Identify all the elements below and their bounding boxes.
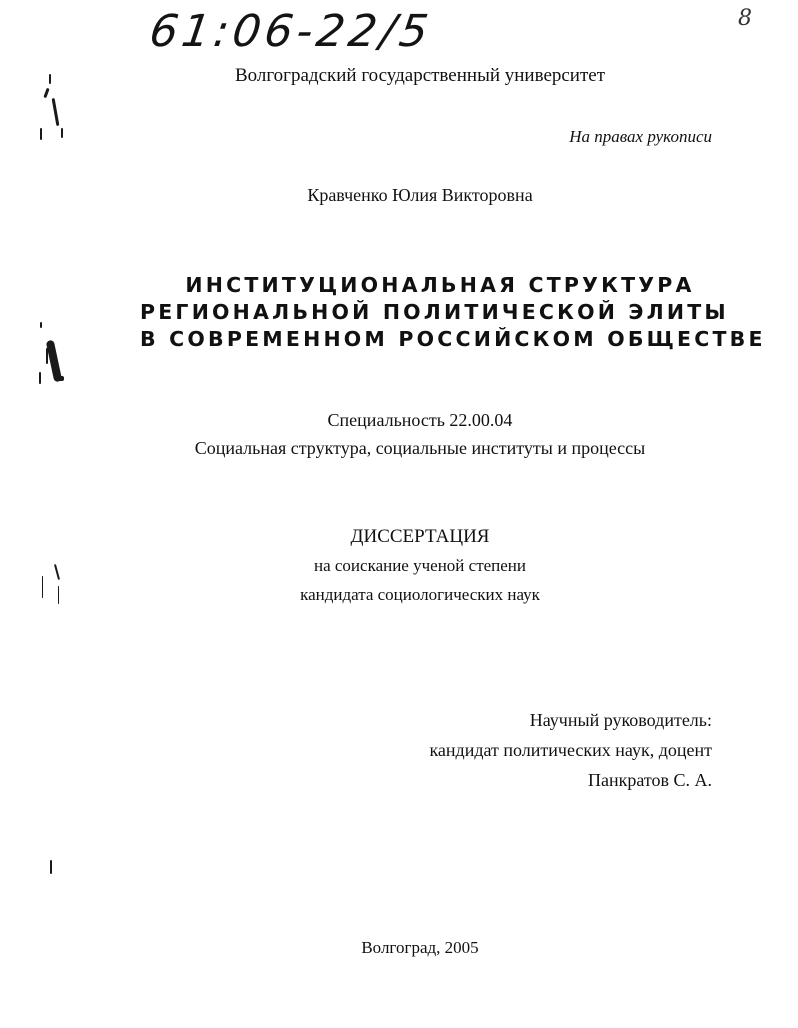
handwritten-page-mark: 8: [738, 6, 752, 31]
supervisor-name: Панкратов С. А.: [587, 770, 712, 790]
supervisor-label: Научный руководитель:: [529, 710, 712, 730]
dissertation-title: [140, 272, 766, 353]
title-line-2: РЕГИОНАЛЬНОЙ ПОЛИТИЧЕСКОЙ ЭЛИТЫ: [140, 300, 729, 324]
document-type: ДИССЕРТАЦИЯ: [350, 526, 490, 547]
author-name: Кравченко Юлия Викторовна: [307, 185, 533, 205]
manuscript-rights-note: На правах рукописи: [569, 127, 712, 146]
degree-line-1: на соискание ученой степени: [313, 556, 527, 575]
specialty-name: Социальная структура, социальные институты и процессы: [194, 438, 646, 458]
title-line-3: В СОВРЕМЕННОМ РОССИЙСКОМ ОБЩЕСТВЕ: [140, 327, 766, 351]
specialty-code: Специальность 22.00.04: [327, 410, 513, 430]
supervisor-block: [429, 705, 712, 795]
title-line-1: ИНСТИТУЦИОНАЛЬНАЯ СТРУКТУРА: [185, 273, 695, 297]
city-year: Волгоград, 2005: [361, 938, 479, 957]
university-name: Волгоградский государственный университет: [234, 65, 606, 86]
handwritten-archive-code: 61:06-22/5: [146, 6, 436, 57]
degree-line-2: кандидата социологических наук: [300, 585, 540, 604]
supervisor-credentials: кандидат политических наук, доцент: [429, 740, 712, 760]
